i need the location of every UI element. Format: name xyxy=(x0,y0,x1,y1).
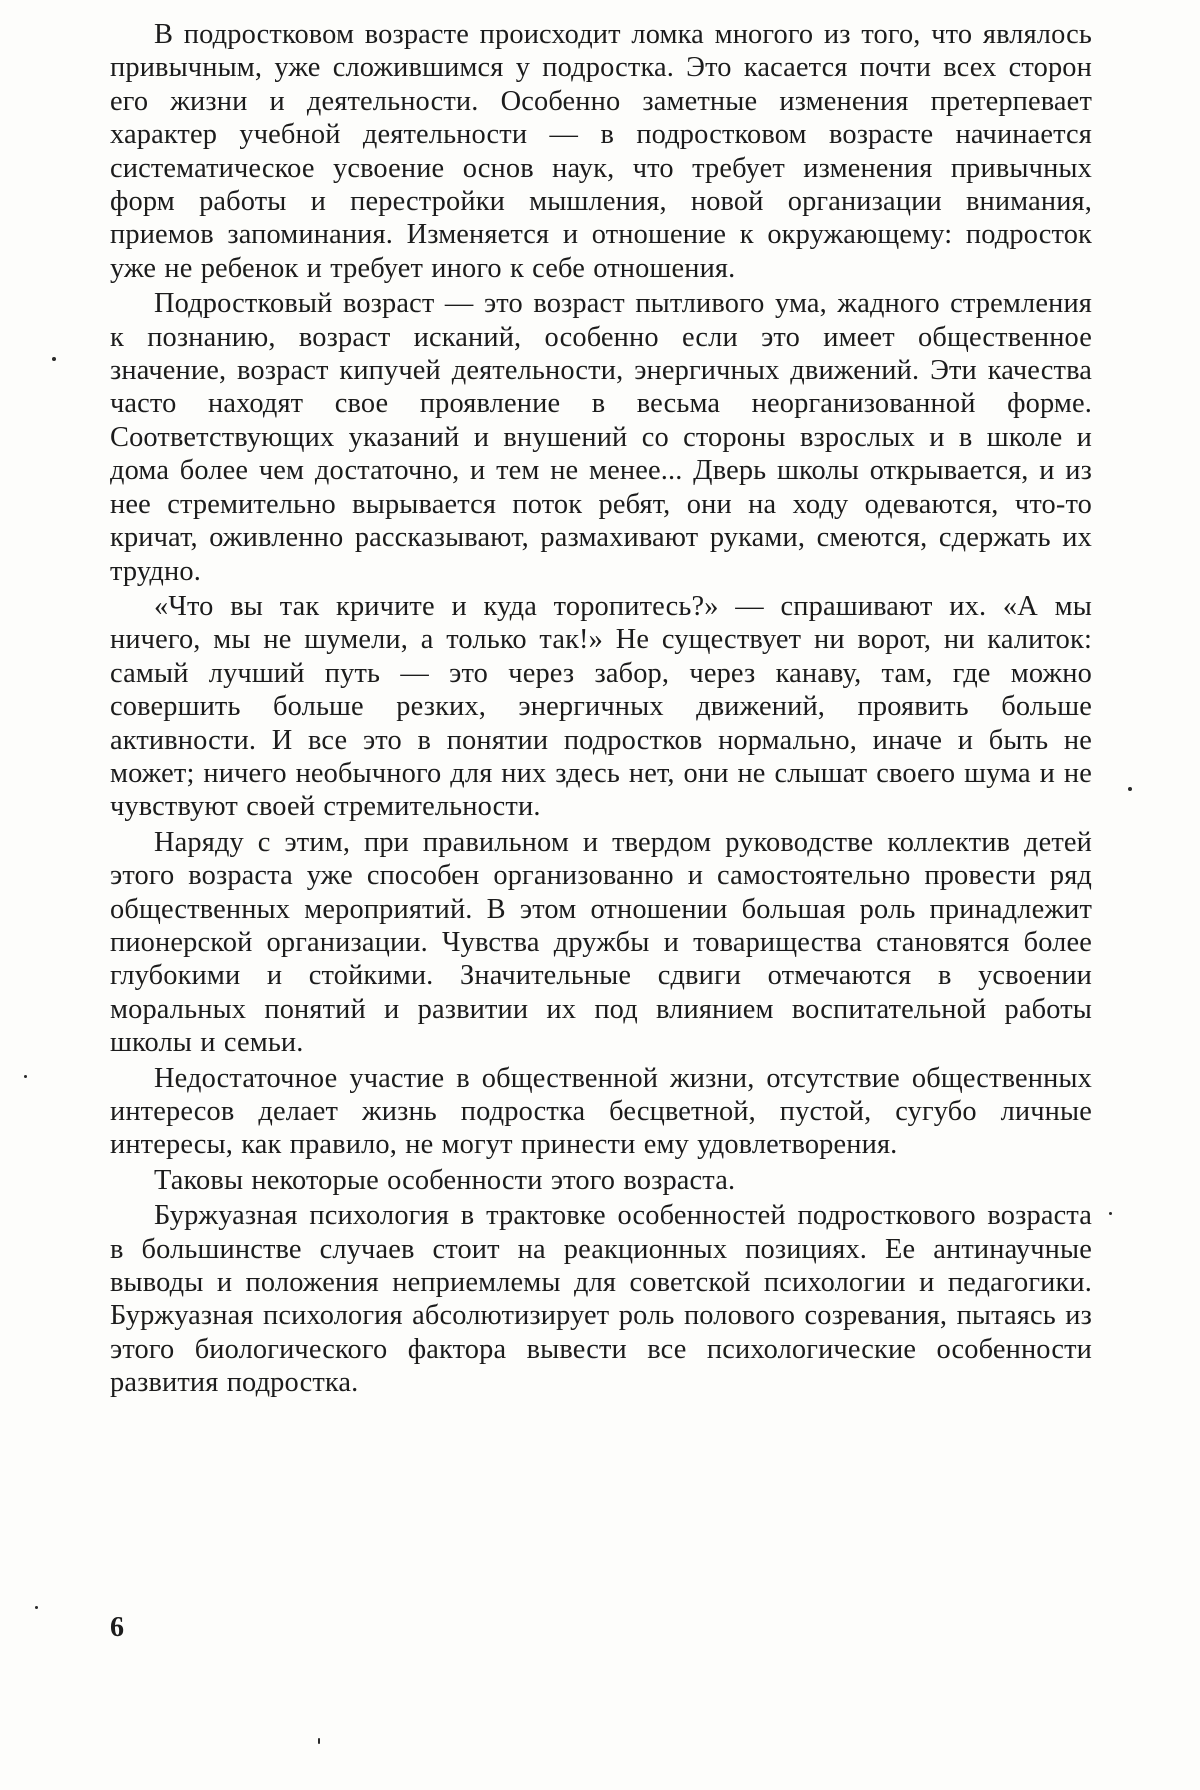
paragraph-4: Наряду с этим, при правильном и твердом руководстве коллектив детей этого возраста уже способен организованно и самостоятельно провести ряд общественных мероприятий. В этом отношении большая роль принадлежит пионерской организации. Чувства дружбы и товарищества становятся более глубокими и стойкими. Значительные сдвиги отмечаются в усвоении моральных понятий и развитии их под влиянием воспитательной работы школы и семьи. xyxy=(110,826,1092,1059)
scan-speck xyxy=(24,1075,27,1078)
scan-speck xyxy=(35,1606,38,1609)
paragraph-7: Буржуазная психология в трактовке особенностей подросткового возраста в большинстве случаев стоит на реакционных позициях. Ее антинаучные выводы и положения неприемлемы для советской психологии и педагогики. Буржуазная психология абсолютизирует роль полового созревания, пытаясь из этого биологического фактора вывести все психологические особенности развития подростка. xyxy=(110,1200,1092,1399)
paragraph-3: «Что вы так кричите и куда торопитесь?» — спрашивают их. «А мы ничего, мы не шумели, а только так!» Не существует ни ворот, ни калиток: самый лучший путь — это через забор, через канаву, там, где можно совершить больше резких, энергичных движений, проявить больше активности. И все это в понятии подростков нормально, иначе и быть не может; ничего необычного для них здесь нет, они не слышат своего шума и не чувствуют своей стремительности. xyxy=(110,590,1092,823)
page-number: 6 xyxy=(110,1612,124,1643)
body-text xyxy=(110,18,1092,1400)
paragraph-1: В подростковом возрасте происходит ломка многого из того, что являлось привычным, уже сложившимся у подростка. Это касается почти всех сторон его жизни и деятельности. Особенно заметные изменения претерпевает характер учебной деятельности — в подростковом возрасте начинается систематическое усвоение основ наук, что требует изменения привычных форм работы и перестройки мышления, новой организации внимания, приемов запоминания. Изменяется и отношение к окружающему: подросток уже не ребенок и требует иного к себе отношения. xyxy=(110,19,1092,284)
paragraph-5: Недостаточное участие в общественной жизни, отсутствие общественных интересов делает жизнь подростка бесцветной, пустой, сугубо личные интересы, как правило, не могут принести ему удовлетворения. xyxy=(110,1062,1092,1161)
scan-speck xyxy=(318,1738,320,1744)
paragraph-2: Подростковый возраст — это возраст пытливого ума, жадного стремления к познанию, возраст исканий, особенно если это имеет общественное значение, возраст кипучей деятельности, энергичных движений. Эти качества часто находят свое проявление в весьма неорганизованной форме. Соответствующих указаний и внушений со стороны взрослых и в школе и дома более чем достаточно, и тем не менее... Дверь школы открывается, и из нее стремительно вырывается поток ребят, они на ходу одеваются, что-то кричат, оживленно рассказывают, размахивают руками, смеются, сдержать их трудно. xyxy=(110,288,1092,587)
paragraph-6: Таковы некоторые особенности этого возраста. xyxy=(154,1164,736,1196)
scan-speck xyxy=(1109,1212,1112,1215)
scan-speck xyxy=(1128,787,1132,791)
scan-speck xyxy=(52,357,56,361)
